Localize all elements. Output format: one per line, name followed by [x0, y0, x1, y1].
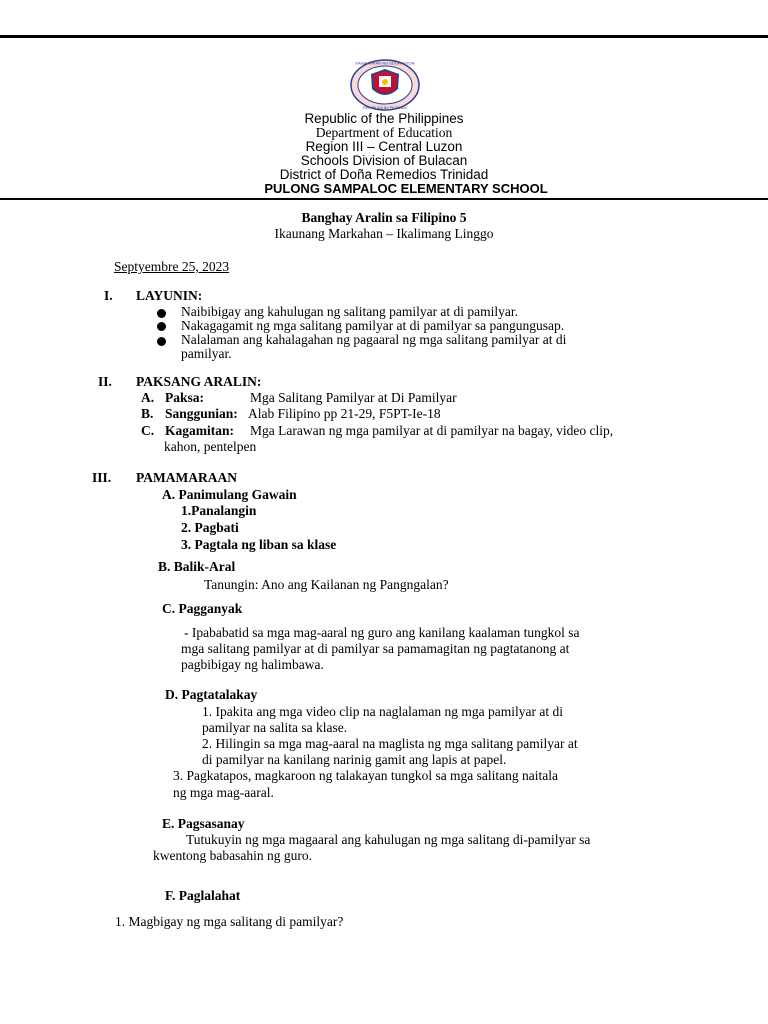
bullet-icon [157, 337, 166, 346]
lesson-subtitle: Ikaunang Markahan – Ikalimang Linggo [274, 226, 494, 241]
pagtatalakay-line-5: 3. Pagkatapos, magkaroon ng talakayan tungkol sa mga salitang naitala [173, 768, 559, 783]
kagamitan-value: Mga Larawan ng mga pamilyar at di pamilyar na bagay, video clip, [250, 423, 614, 438]
paksa-label: Paksa: [165, 390, 205, 405]
header-line-region: Region III – Central Luzon [305, 139, 463, 154]
paksa-value: Mga Salitang Pamilyar at Di Pamilyar [250, 390, 457, 405]
pagtatalakay-line-1: 1. Ipakita ang mga video clip na naglalaman ng mga pamilyar at di [202, 704, 564, 719]
top-rule [0, 35, 768, 38]
sanggunian-label: Sanggunian: [165, 406, 238, 421]
subsection-f-title: F. Paglalahat [165, 888, 241, 903]
svg-text:REPUBLIKA NG PILIPINAS: REPUBLIKA NG PILIPINAS [363, 106, 407, 110]
pagsasanay-line-1: Tutukuyin ng mga magaaral ang kahulugan ng mga salitang di-pamilyar sa [186, 832, 591, 847]
section-title-layunin: LAYUNIN: [136, 288, 203, 303]
subsection-b-title: B. Balik-Aral [158, 559, 236, 574]
kagamitan-letter: C. [141, 423, 155, 438]
section-number-1: I. [104, 288, 113, 303]
bullet-icon [157, 309, 166, 318]
subsection-c-title: C. Pagganyak [162, 601, 243, 616]
header-rule [0, 198, 768, 200]
svg-text:KAGAWARAN NG EDUKASYON: KAGAWARAN NG EDUKASYON [355, 60, 415, 66]
paglalahat-item-1: 1. Magbigay ng mga salitang di pamilyar? [115, 914, 344, 929]
kagamitan-label: Kagamitan: [165, 423, 234, 438]
lesson-title: Banghay Aralin sa Filipino 5 [301, 210, 467, 225]
deped-seal-logo [350, 59, 420, 111]
header-line-district: District of Doña Remedios Trinidad [279, 167, 489, 182]
pagsasanay-line-2: kwentong babasahin ng guro. [153, 848, 312, 863]
section-title-paksang-aralin: PAKSANG ARALIN: [136, 374, 262, 389]
layunin-item-3-cont: pamilyar. [181, 346, 232, 361]
pagtatalakay-line-6: ng mga mag-aaral. [173, 785, 274, 800]
pagtatalakay-line-4: di pamilyar na kanilang narinig gamit ang lapis at papel. [202, 752, 507, 767]
layunin-item-3: Nalalaman ang kahalagahan ng pagaaral ng mga salitang pamilyar at di [181, 332, 567, 347]
panimula-item-2: 2. Pagbati [181, 520, 239, 535]
pagtatalakay-line-2: pamilyar na salita sa klase. [202, 720, 348, 735]
header-school-name: PULONG SAMPALOC ELEMENTARY SCHOOL [264, 181, 548, 196]
layunin-item-1: Naibibigay ang kahulugan ng salitang pamilyar at di pamilyar. [181, 304, 519, 319]
pagganyak-line-2: mga salitang pamilyar at di pamilyar sa pamamagitan ng pagtatanong at [181, 641, 570, 656]
kagamitan-value-cont: kahon, pentelpen [164, 439, 257, 454]
bullet-icon [157, 322, 166, 331]
section-number-3: III. [92, 470, 112, 485]
lesson-date: Septyembre 25, 2023 [114, 259, 230, 274]
pagtatalakay-line-3: 2. Hilingin sa mga mag-aaral na maglista ng mga salitang pamilyar at [202, 736, 578, 751]
subsection-d-title: D. Pagtatalakay [165, 687, 258, 702]
panimula-item-3: 3. Pagtala ng liban sa klase [181, 537, 337, 552]
pagganyak-line-1: - Ipababatid sa mga mag-aaral ng guro ang kanilang kaalaman tungkol sa [184, 625, 580, 640]
panimula-item-1: 1.Panalangin [181, 503, 257, 518]
balik-aral-text: Tanungin: Ano ang Kailanan ng Pangngalan? [204, 577, 449, 592]
header-line-department: Department of Education [315, 125, 453, 140]
subsection-e-title: E. Pagsasanay [162, 816, 245, 831]
sanggunian-value: Alab Filipino pp 21-29, F5PT-Ie-18 [248, 406, 441, 421]
subsection-a-title: A. Panimulang Gawain [162, 487, 297, 502]
sanggunian-letter: B. [141, 406, 154, 421]
pagganyak-line-3: pagbibigay ng halimbawa. [181, 657, 324, 672]
layunin-item-2: Nakagagamit ng mga salitang pamilyar at di pamilyar sa pangungusap. [181, 318, 565, 333]
section-number-2: II. [98, 374, 112, 389]
section-title-pamamaraan: PAMAMARAAN [136, 470, 237, 485]
paksa-letter: A. [141, 390, 155, 405]
header-line-republic: Republic of the Philippines [304, 111, 464, 126]
header-line-division: Schools Division of Bulacan [300, 153, 468, 168]
